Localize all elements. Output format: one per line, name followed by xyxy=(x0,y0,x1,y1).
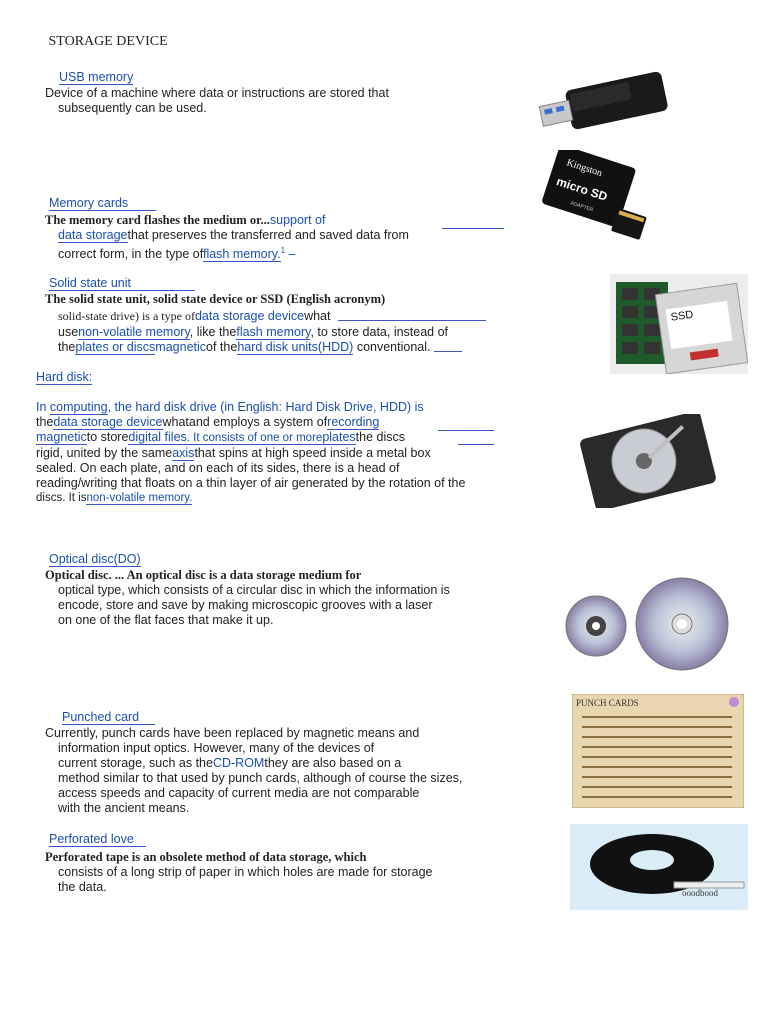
perforated-heading: Perforated love xyxy=(49,832,146,847)
memory-paragraph: The memory card flashes the medium or...support of data storagethat preserves the transferred and saved data from correct form, in the type offlash memory.$^1$ – xyxy=(45,213,409,262)
ssd-image xyxy=(610,274,748,374)
optical-heading: Optical disc(DO) xyxy=(49,552,141,566)
perforated-paragraph: Perforated tape is an obsolete method of data storage, which consists of a long strip of paper in which holes are made for storage the data. xyxy=(45,850,433,894)
memory-heading: Memory cards xyxy=(49,196,156,211)
underline-rule xyxy=(458,444,494,445)
punched-heading: Punched card xyxy=(62,710,155,725)
svg-text:ADAPTER: ADAPTER xyxy=(569,200,594,214)
optical-paragraph: Optical disc. ... An optical disc is a data storage medium for optical type, which consists of a circular disc in which the information is encode, store and save by making microscopic grooves with a laser on one of the flat faces that make it up. xyxy=(45,568,450,627)
usb-heading: USB memory xyxy=(59,70,134,84)
optical-discs-image xyxy=(560,576,734,672)
underline-rule xyxy=(442,228,504,229)
hard-disk-image xyxy=(578,414,718,508)
ssd-paragraph: The solid state unit, solid state device or SSD (English acronym) solid-state drive) is a type ofdata storage devicewhat usenon-volatile memory, like theflash memory, to store data, instead of theplates or discsmagneticof thehard disk units(HDD) conventional. xyxy=(45,292,449,354)
memory-card-image xyxy=(538,150,668,250)
tape-label: ooodbood xyxy=(682,888,718,898)
usb-paragraph: Device of a machine where data or instructions are stored that subsequently can be used. xyxy=(45,86,389,115)
hdd-heading: Hard disk: xyxy=(36,370,93,384)
ssd-heading: Solid state unit xyxy=(49,276,195,291)
underline-rule xyxy=(434,351,462,352)
punched-paragraph: Currently, punch cards have been replaced by magnetic means and information input optics. However, many of the devices of current storage, such as theCD-ROMthey are also based on a method similar to that used by punch cards, although of course the sizes, access speeds and capacity of current media are not comparable with the ancient means. xyxy=(45,726,463,815)
ssd-label: SSD xyxy=(669,308,695,324)
underline-rule xyxy=(438,430,494,431)
punch-card-label: PUNCH CARDS xyxy=(576,698,639,708)
underline-rule xyxy=(338,320,486,321)
hdd-paragraph: In computing, the hard disk drive (in English: Hard Disk Drive, HDD) is thedata storage devicewhatand employs a system ofrecording magneticto storedigital files. It consists of one or moreplatesthe discs rigid, united by the sameaxisthat spins at high speed inside a metal box sealed. On each plate, and on each of its sides, there is a head of reading/writing that floats on a thin layer of air generated by the rotation of the discs. It isnon-volatile memory. xyxy=(36,400,466,504)
card-type-label: micro SD xyxy=(554,174,610,204)
perforated-tape-image xyxy=(570,824,748,910)
page-title xyxy=(36,34,168,49)
punch-card-image xyxy=(572,694,744,808)
title-text: STORAGE DEVICE xyxy=(48,34,168,49)
card-brand-label: Kingston xyxy=(565,157,604,180)
usb-drive-image xyxy=(530,64,670,144)
